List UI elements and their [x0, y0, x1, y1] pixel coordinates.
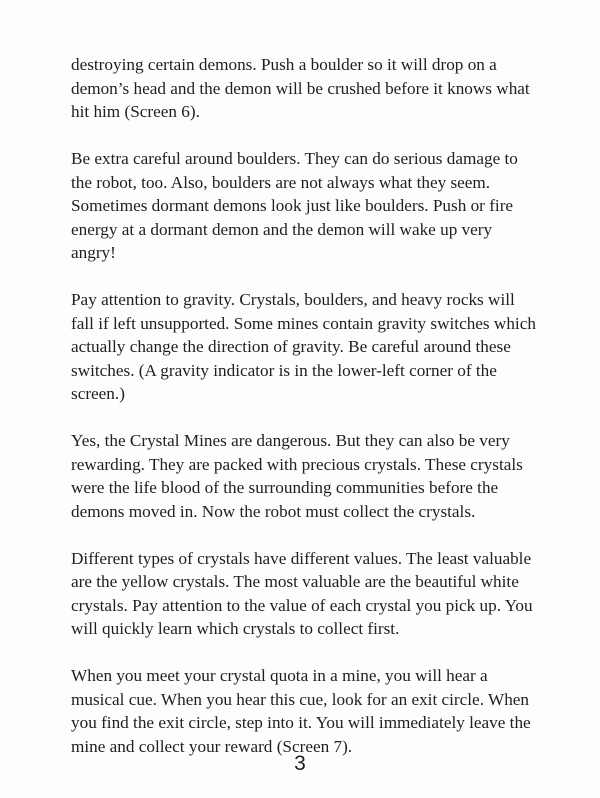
text-line: energy at a dormant demon and the demon will wake up very	[71, 219, 493, 239]
text-line: were the life blood of the surrounding communities before the	[71, 478, 499, 497]
text-line: actually change the direction of gravity. Be careful around these	[71, 337, 511, 356]
paragraph-crystal-mines	[71, 429, 551, 523]
text-line: Sometimes dormant demons look just like boulders. Push or fire	[71, 196, 514, 215]
paragraph-boulder-crush	[71, 53, 551, 124]
text-line: the robot, too. Also, boulders are not always what they seem.	[71, 172, 491, 192]
paragraph-boulder-caution	[71, 147, 551, 265]
text-line: are the yellow crystals. The most valuable are the beautiful white	[71, 572, 519, 591]
text-line: Be extra careful around boulders. They can do serious damage to	[71, 149, 518, 168]
text-line: angry!	[71, 243, 116, 262]
text-line: When you meet your crystal quota in a mine, you will hear a	[71, 666, 488, 685]
paragraph-gravity	[71, 288, 551, 406]
text-line: destroying certain demons. Push a boulder so it will drop on a	[71, 55, 497, 74]
text-line: demon’s head and the demon will be crushed before it knows what	[71, 78, 530, 98]
paragraph-exit-circle	[71, 664, 551, 758]
text-line: mine and collect your reward (Screen 7).	[71, 736, 353, 756]
text-line: will quickly learn which crystals to collect first.	[71, 619, 400, 638]
page-number: 3	[294, 752, 306, 775]
text-line: demons moved in. Now the robot must collect the crystals.	[71, 501, 476, 521]
paragraph-crystal-values	[71, 547, 551, 641]
text-line: musical cue. When you hear this cue, look for an exit circle. When	[71, 689, 530, 709]
text-line: Different types of crystals have different values. The least valuable	[71, 548, 532, 568]
text-line: fall if left unsupported. Some mines contain gravity switches which	[71, 313, 536, 333]
text-line: Yes, the Crystal Mines are dangerous. But they can also be very	[71, 431, 510, 450]
body-text	[71, 53, 551, 782]
text-line: Pay attention to gravity. Crystals, boulders, and heavy rocks will	[71, 290, 515, 309]
text-line: crystals. Pay attention to the value of each crystal you pick up. You	[71, 595, 533, 615]
text-line: you find the exit circle, step into it. You will immediately leave the	[71, 713, 531, 732]
text-line: screen.)	[71, 384, 125, 403]
text-line: switches. (A gravity indicator is in the lower-left corner of the	[71, 360, 497, 380]
text-line: hit him (Screen 6).	[71, 102, 200, 121]
text-line: rewarding. They are packed with precious crystals. These crystals	[71, 454, 523, 474]
